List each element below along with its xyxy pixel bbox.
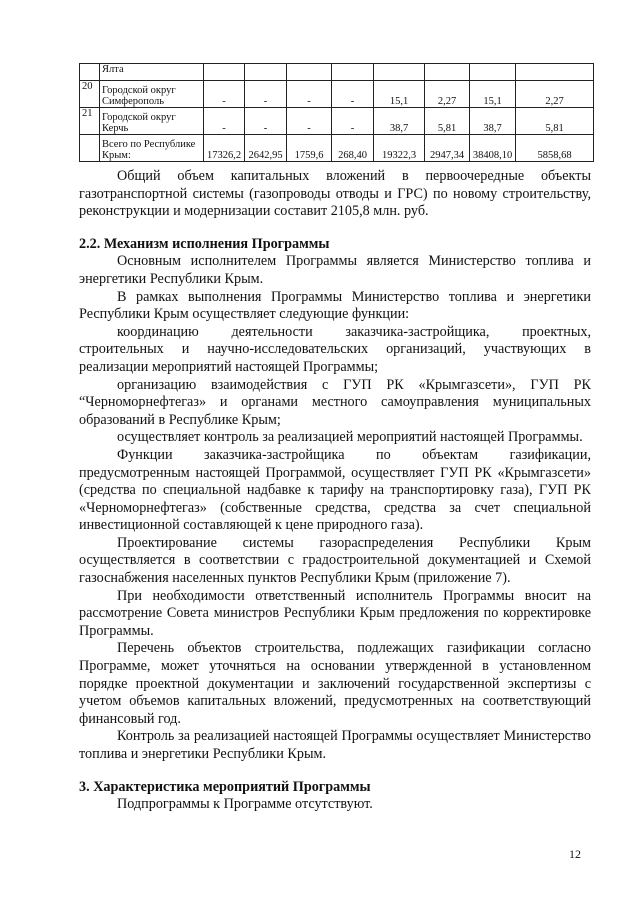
paragraph: Перечень объектов строительства, подлежащих газификации согласно Программе, может уточняться на основании утвержденной в установленном порядке проектной документации и заключений государственной экспертизы с учетом объемов капитальных вложений, предусмотренных на соответствующий финансовый год. <box>79 640 591 727</box>
table-cell: 1759,6 <box>287 135 332 162</box>
table-cell: 5,81 <box>516 108 594 135</box>
table-cell <box>245 64 287 81</box>
table-cell <box>332 64 374 81</box>
table-cell: 2,27 <box>516 81 594 108</box>
table-cell <box>287 64 332 81</box>
paragraph: Функции заказчика-застройщика по объектам газификации, предусмотренным настоящей Программой, осуществляет ГУП РК «Крымгазсети» (средства по специальной надбавке к тарифу на транспортировку газа), ГУП РК «Черноморнефтегаз» (собственные средства, средства за счет специальной инвестиционной составляющей к цене природного газа). <box>79 446 591 534</box>
row-index <box>80 64 100 81</box>
table-cell: 38408,10 <box>470 135 516 162</box>
table-cell: 17326,2 <box>204 135 245 162</box>
section-heading: 3. Характеристика мероприятий Программы <box>79 778 371 795</box>
table-cell: 38,7 <box>470 108 516 135</box>
table-cell <box>516 64 594 81</box>
table-row <box>80 64 594 81</box>
row-index: 21 <box>80 108 100 135</box>
funding-table <box>79 63 594 162</box>
table-cell: - <box>204 108 245 135</box>
paragraph: Подпрограммы к Программе отсутствуют. <box>117 796 373 813</box>
paragraph: При необходимости ответственный исполнитель Программы вносит на рассмотрение Совета министров Республики Крым предложения по корректировке Программы. <box>79 587 591 639</box>
table-cell: 2947,34 <box>425 135 470 162</box>
paragraph: координацию деятельности заказчика-застройщика, проектных, строительных и научно-исследовательских организаций, участвующих в реализации мероприятий настоящей Программы; <box>79 323 591 375</box>
table-cell: - <box>287 108 332 135</box>
table-row-total <box>80 135 594 162</box>
table-cell: 15,1 <box>470 81 516 108</box>
row-name: Городской округ Керчь <box>100 108 204 135</box>
page-number: 12 <box>569 847 581 861</box>
table-cell: 19322,3 <box>374 135 425 162</box>
table-cell: - <box>287 81 332 108</box>
table-cell: 268,40 <box>332 135 374 162</box>
table-cell: - <box>332 108 374 135</box>
paragraph: Проектирование системы газораспределения Республики Крым осуществляется в соответствии с градостроительной документацией и Схемой газоснабжения населенных пунктов Республики Крым (приложение 7). <box>79 534 591 587</box>
table-cell: 5858,68 <box>516 135 594 162</box>
table-cell: - <box>332 81 374 108</box>
table-cell: - <box>245 108 287 135</box>
table-cell <box>374 64 425 81</box>
paragraph: организацию взаимодействия с ГУП РК «Крымгазсети», ГУП РК “Черноморнефтегаз» и органами местного самоуправления муниципальных образований в Республике Крым; <box>79 376 591 428</box>
paragraph: осуществляет контроль за реализацией мероприятий настоящей Программы. <box>117 429 583 446</box>
table-cell <box>204 64 245 81</box>
table-cell: - <box>245 81 287 108</box>
table-cell: - <box>204 81 245 108</box>
row-name: Ялта <box>100 64 204 81</box>
paragraph: Контроль за реализацией настоящей Программы осуществляет Министерство топлива и энергетики Республики Крым. <box>79 728 591 762</box>
table-cell: 2642,95 <box>245 135 287 162</box>
paragraph: В рамках выполнения Программы Министерство топлива и энергетики Республики Крым осуществляет следующие функции: <box>79 288 591 323</box>
row-name: Городской округ Симферополь <box>100 81 204 108</box>
table-cell <box>470 64 516 81</box>
table-cell: 38,7 <box>374 108 425 135</box>
body-text <box>79 168 591 814</box>
row-index <box>80 135 100 162</box>
table-cell: 15,1 <box>374 81 425 108</box>
table-cell: 2,27 <box>425 81 470 108</box>
intro-paragraph: Общий объем капитальных вложений в первоочередные объекты газотранспортной системы (газопроводы отводы и ГРС) по новому строительству, реконструкции и модернизации составит 2105,8 млн. руб. <box>79 168 591 220</box>
paragraph: Основным исполнителем Программы является Министерство топлива и энергетики Республики Крым. <box>79 253 591 287</box>
table-cell <box>425 64 470 81</box>
table-body <box>80 64 594 162</box>
row-name: Всего по Республике Крым: <box>100 135 204 162</box>
table-cell: 5,81 <box>425 108 470 135</box>
section-heading: 2.2. Механизм исполнения Программы <box>79 235 330 252</box>
row-index: 20 <box>80 81 100 108</box>
table-row <box>80 81 594 108</box>
table-row <box>80 108 594 135</box>
